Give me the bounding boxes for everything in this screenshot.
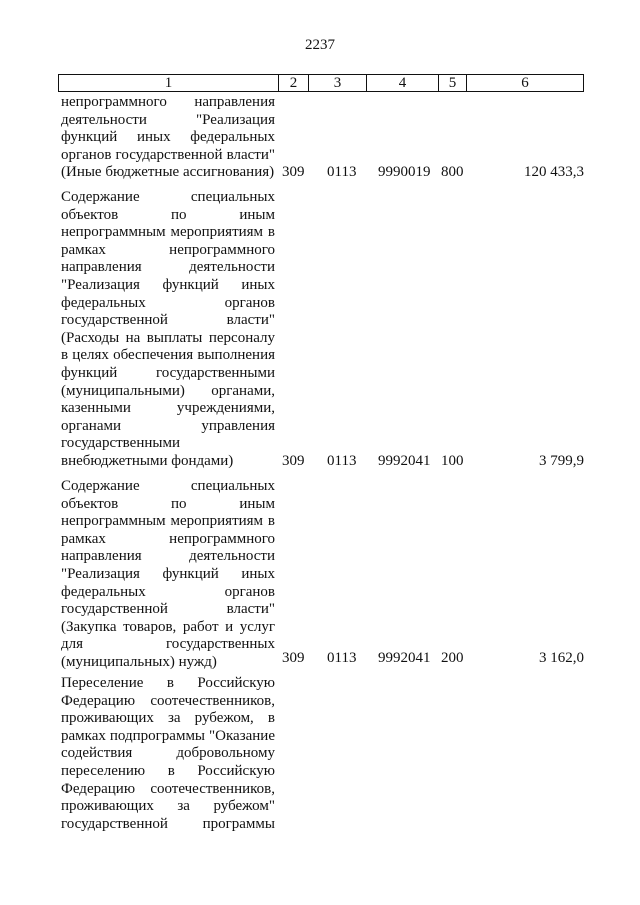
row-description <box>61 478 275 672</box>
desc-line: (муниципальными) органами, <box>61 382 275 399</box>
header-col-6: 6 <box>521 75 529 91</box>
row-col-2: 309 <box>282 650 305 666</box>
desc-line: (муниципальных) нужд) <box>61 653 217 670</box>
desc-line: проживающих за рубежом" <box>61 798 275 815</box>
desc-line: непрограммным мероприятиям в <box>61 513 275 530</box>
header-col-5: 5 <box>439 75 467 91</box>
desc-line: Содержание специальных <box>61 478 275 494</box>
desc-line: Федерацию соотечественников, <box>61 780 275 797</box>
row-col-6: 3 799,9 <box>539 453 584 469</box>
row-col-5: 100 <box>441 453 464 469</box>
desc-line: рамках подпрограммы "Оказание <box>61 727 275 744</box>
header-col-2: 2 <box>279 75 309 91</box>
desc-line: Переселение в Российскую <box>61 675 275 691</box>
row-col-4: 9992041 <box>378 453 431 469</box>
desc-line: внебюджетными фондами) <box>61 452 234 469</box>
row-col-6: 3 162,0 <box>539 650 584 666</box>
row-description <box>61 675 275 833</box>
desc-line: рамках непрограммного <box>61 530 275 547</box>
row-col-3: 0113 <box>327 453 357 469</box>
desc-line: "Реализация функций иных <box>61 276 275 293</box>
row-description <box>61 189 275 471</box>
table-header <box>58 74 584 92</box>
desc-line: объектов по иным <box>61 206 275 223</box>
desc-line: государственными <box>61 435 180 452</box>
desc-line: в целях обеспечения выполнения <box>61 347 275 364</box>
row-col-6: 120 433,3 <box>524 164 584 180</box>
row-col-4: 9992041 <box>378 650 431 666</box>
desc-line: федеральных органов <box>61 583 275 600</box>
row-col-4: 9990019 <box>378 164 431 180</box>
desc-line: рамках непрограммного <box>61 241 275 258</box>
row-col-2: 309 <box>282 164 305 180</box>
desc-line: казенными учреждениями, <box>61 400 275 417</box>
desc-line: переселению в Российскую <box>61 762 275 779</box>
desc-line: функций иных федеральных <box>61 129 275 146</box>
desc-line: направления деятельности <box>61 548 275 565</box>
row-col-3: 0113 <box>327 650 357 666</box>
desc-line: государственной власти" <box>61 601 275 618</box>
header-col-3: 3 <box>309 75 367 91</box>
desc-line: государственной программы <box>61 815 275 832</box>
desc-line: направления деятельности <box>61 259 275 276</box>
desc-line: функций государственными <box>61 364 275 381</box>
desc-line: (Иные бюджетные ассигнования) <box>61 164 275 181</box>
desc-line: "Реализация функций иных <box>61 565 275 582</box>
desc-line: для государственных <box>61 636 275 653</box>
desc-line: (Расходы на выплаты персоналу <box>61 329 275 346</box>
row-description <box>61 94 275 182</box>
desc-line: объектов по иным <box>61 495 275 512</box>
row-col-2: 309 <box>282 453 305 469</box>
desc-line: деятельности "Реализация <box>61 111 275 128</box>
desc-line: непрограммным мероприятиям в <box>61 224 275 241</box>
desc-line: содействия добровольному <box>61 745 275 762</box>
row-col-5: 200 <box>441 650 464 666</box>
page-number: 2237 <box>305 37 335 53</box>
desc-line: органов государственной власти" <box>61 146 275 163</box>
row-col-3: 0113 <box>327 164 357 180</box>
desc-line: проживающих за рубежом, в <box>61 710 275 727</box>
header-col-4: 4 <box>367 75 439 91</box>
desc-line: (Закупка товаров, работ и услуг <box>61 618 275 635</box>
desc-line: федеральных органов <box>61 294 275 311</box>
desc-line: Содержание специальных <box>61 189 275 205</box>
desc-line: непрограммного направления <box>61 94 275 110</box>
header-col-1: 1 <box>59 75 279 91</box>
desc-line: органами управления <box>61 417 275 434</box>
row-col-5: 800 <box>441 164 464 180</box>
desc-line: Федерацию соотечественников, <box>61 692 275 709</box>
desc-line: государственной власти" <box>61 312 275 329</box>
